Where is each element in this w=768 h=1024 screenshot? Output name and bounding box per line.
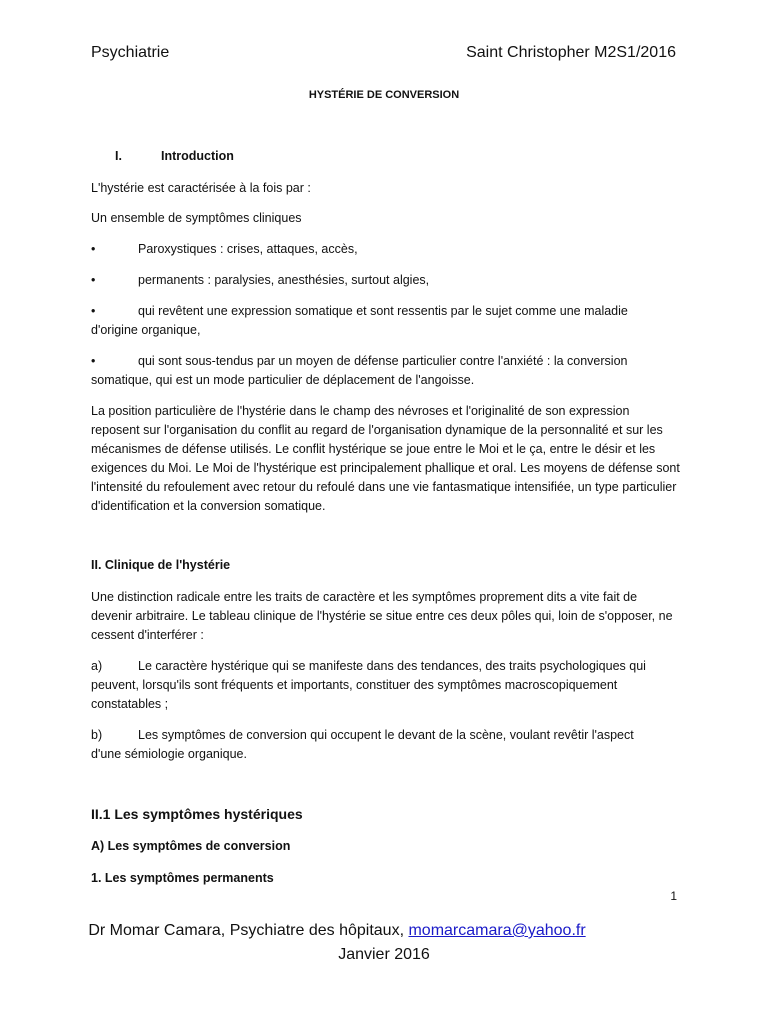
bullet-text: permanents : paralysies, anesthésies, surtout algies, xyxy=(138,273,430,287)
bullet-marker: • xyxy=(91,354,96,368)
list-text-continued: peuvent, lorsqu'ils sont fréquents et importants, constituer des symptômes macroscopiquement constatables ; xyxy=(91,678,618,711)
bullet-marker: • xyxy=(91,242,96,256)
footer-email-link[interactable]: momarcamara@yahoo.fr xyxy=(408,922,586,939)
section-2-heading: II. Clinique de l'hystérie xyxy=(91,558,231,572)
footer-date: Janvier 2016 xyxy=(338,946,430,963)
list-marker: b) xyxy=(91,728,103,742)
list-text: Le caractère hystérique qui se manifeste dans des tendances, des traits psychologiques qui xyxy=(138,659,646,673)
list-marker: a) xyxy=(91,659,103,673)
distinction-paragraph: Une distinction radicale entre les traits de caractère et les symptômes proprement dits a vite fait de devenir arbitraire. Le tableau clinique de l'hystérie se situe entre ces deux pôles qui, loin de s'opposer, ne cessent d'interférer : xyxy=(91,590,673,642)
page-number: 1 xyxy=(670,889,677,903)
bullet-text-continued: somatique, qui est un mode particulier de déplacement de l'angoisse. xyxy=(91,373,475,387)
section-1-number: I. xyxy=(115,149,122,163)
bullet-text: qui sont sous-tendus par un moyen de défense particulier contre l'anxiété : la conversion xyxy=(138,354,628,368)
header-left: Psychiatrie xyxy=(91,44,170,61)
section-ii1-heading: II.1 Les symptômes hystériques xyxy=(91,806,303,822)
section-1-heading: Introduction xyxy=(161,149,234,163)
ensemble-paragraph: Un ensemble de symptômes cliniques xyxy=(91,211,302,225)
header-right: Saint Christopher M2S1/2016 xyxy=(466,44,676,61)
list-text: Les symptômes de conversion qui occupent le devant de la scène, voulant revêtir l'aspect xyxy=(138,728,634,742)
bullet-text: Paroxystiques : crises, attaques, accès, xyxy=(138,242,358,256)
document-title: HYSTÉRIE DE CONVERSION xyxy=(308,89,460,101)
bullet-text: qui revêtent une expression somatique et sont ressentis par le sujet comme une maladie xyxy=(138,304,628,318)
bullet-marker: • xyxy=(91,273,96,287)
footer-author-line xyxy=(0,922,721,940)
intro-paragraph: L'hystérie est caractérisée à la fois par : xyxy=(91,181,311,195)
section-a-heading: A) Les symptômes de conversion xyxy=(91,839,291,853)
bullet-text-continued: d'origine organique, xyxy=(91,323,201,337)
bullet-marker: • xyxy=(91,304,96,318)
section-1-permanent-heading: 1. Les symptômes permanents xyxy=(91,871,274,885)
footer-author: Dr Momar Camara, Psychiatre des hôpitaux, xyxy=(88,922,409,939)
list-text-continued: d'une sémiologie organique. xyxy=(91,747,247,761)
position-paragraph: La position particulière de l'hystérie dans le champ des névroses et l'originalité de son expression reposent sur l'organisation du conflit au regard de l'organisation dynamique de la personnalité et sur les mécanismes de défense utilisés. Le conflit hystérique se joue entre le Moi et le ça, entre le désir et les exigences du Moi. Le Moi de l'hystérique est principalement phallique et oral. Les moyens de défense sont l'intensité du refoulement avec retour du refoulé dans une vie fantasmatique intensifiée, un type particulier d'identification et la conversion somatique. xyxy=(91,404,680,513)
